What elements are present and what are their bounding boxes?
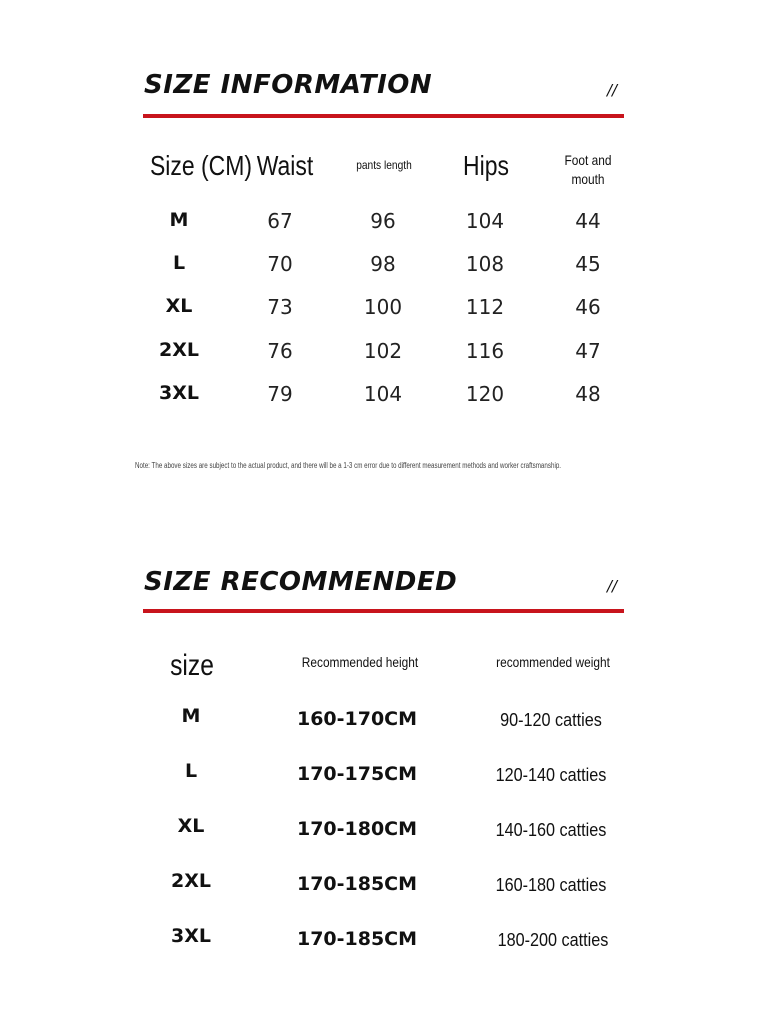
height-value: 170-175CM [296, 763, 418, 785]
waist-value: 73 [267, 295, 293, 319]
size-label: 3XL [159, 382, 199, 404]
size-label: 2XL [171, 870, 211, 892]
waist-value: 67 [267, 209, 293, 233]
foot-mouth-value: 45 [575, 252, 601, 276]
header-hips: Hips [463, 150, 509, 181]
hips-value: 108 [465, 252, 505, 276]
header-size: size [170, 649, 214, 682]
slash-decoration: // [607, 81, 618, 99]
height-value: 160-170CM [296, 708, 418, 730]
slash-decoration: // [607, 577, 618, 595]
height-value: 170-185CM [296, 928, 418, 950]
header-recommended-weight: recommended weight [496, 654, 610, 670]
size-label: 3XL [171, 925, 211, 947]
size-label: 2XL [159, 339, 199, 361]
pants-length-value: 98 [370, 252, 396, 276]
waist-value: 76 [267, 339, 293, 363]
hips-value: 112 [465, 295, 505, 319]
header-foot-and-mouth-line2: mouth [571, 171, 605, 187]
foot-mouth-value: 44 [575, 209, 601, 233]
header-recommended-height: Recommended height [301, 654, 419, 670]
waist-value: 70 [267, 252, 293, 276]
size-recommended-title: SIZE RECOMMENDED [144, 567, 458, 597]
red-divider [143, 609, 624, 613]
height-value: 170-180CM [296, 818, 418, 840]
weight-value: 120-140 catties [495, 765, 607, 785]
pants-length-value: 100 [363, 295, 403, 319]
header-pants-length: pants length [356, 158, 412, 172]
pants-length-value: 102 [363, 339, 403, 363]
height-value: 170-185CM [296, 873, 418, 895]
size-label: L [172, 252, 186, 274]
size-label: XL [177, 815, 205, 837]
weight-value: 180-200 catties [497, 930, 609, 950]
measurement-note: Note: The above sizes are subject to the actual product, and there will be a 1-3 cm error due to different measurement methods and worker craftsmanship. [135, 461, 562, 470]
pants-length-value: 96 [370, 209, 396, 233]
size-information-title: SIZE INFORMATION [144, 70, 433, 100]
waist-value: 79 [267, 382, 293, 406]
size-label: L [184, 760, 198, 782]
foot-mouth-value: 48 [575, 382, 601, 406]
weight-value: 90-120 catties [500, 710, 602, 730]
size-label: M [181, 705, 201, 727]
weight-value: 160-180 catties [495, 875, 607, 895]
hips-value: 104 [465, 209, 505, 233]
weight-value: 140-160 catties [495, 820, 607, 840]
hips-value: 120 [465, 382, 505, 406]
header-waist: Waist [256, 150, 314, 181]
header-size-cm: Size (CM) [149, 150, 253, 181]
red-divider [143, 114, 624, 118]
header-foot-and-mouth-line1: Foot and [564, 152, 612, 168]
foot-mouth-value: 46 [575, 295, 601, 319]
size-label: M [169, 209, 189, 231]
foot-mouth-value: 47 [575, 339, 601, 363]
pants-length-value: 104 [363, 382, 403, 406]
size-label: XL [165, 295, 193, 317]
hips-value: 116 [465, 339, 505, 363]
